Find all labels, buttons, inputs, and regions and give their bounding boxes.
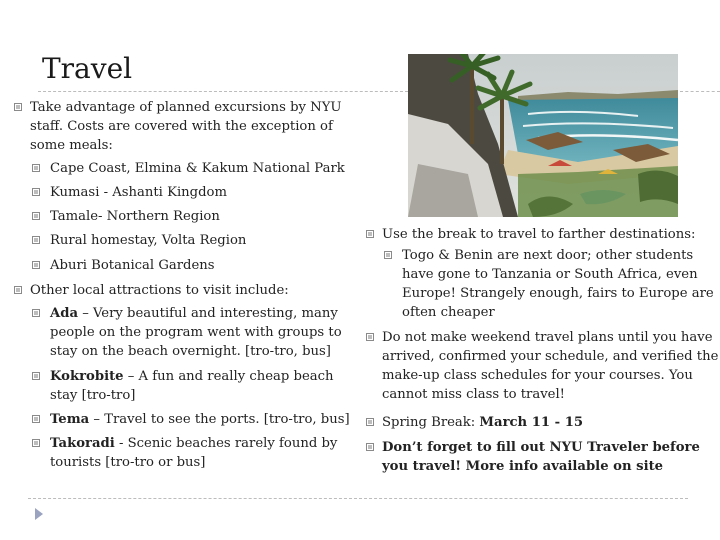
- list-item: [14, 98, 364, 155]
- bullet-icon: [32, 164, 40, 172]
- attraction-description: Travel to see the ports. [tro-tro, bus]: [104, 412, 350, 427]
- footer-divider: [28, 498, 688, 499]
- bullet-icon: [32, 309, 40, 317]
- excursion-item: Aburi Botanical Gardens: [50, 258, 215, 273]
- bullet-icon: [366, 418, 374, 426]
- excursion-item: Tamale- Northern Region: [50, 209, 220, 224]
- right-column: [366, 225, 720, 476]
- excursion-item: Rural homestay, Volta Region: [50, 233, 247, 248]
- attraction-description: A fun and really cheap beach stay [tro-tro]: [50, 369, 334, 403]
- list-item: [14, 304, 364, 361]
- bullet-icon: [32, 439, 40, 447]
- bullet-icon: [32, 415, 40, 423]
- slide-title: Travel: [42, 52, 133, 85]
- bullet-icon: [14, 286, 22, 294]
- list-item: [14, 183, 364, 202]
- list-item: [14, 410, 364, 429]
- attraction-name: Tema: [50, 412, 90, 427]
- excursions-intro: Take advantage of planned excursions by NYU staff. Costs are covered with the exception of some meals:: [30, 100, 342, 153]
- list-item: [14, 159, 364, 178]
- break-destinations-text: Togo & Benin are next door; other students have gone to Tanzania or South Africa, even Europe! Strangely enough, fairs to Europe are often cheaper: [402, 248, 714, 320]
- list-item: [14, 281, 364, 300]
- list-item: [366, 328, 720, 404]
- title-divider: [38, 91, 408, 92]
- list-item: [366, 413, 720, 432]
- attraction-description: Scenic beaches rarely found by tourists [tro-tro or bus]: [50, 436, 338, 470]
- slide-nav-icon[interactable]: [34, 506, 44, 520]
- attraction-name: Ada: [50, 306, 78, 321]
- bullet-icon: [32, 372, 40, 380]
- list-item: [366, 438, 720, 476]
- bullet-icon: [32, 236, 40, 244]
- attraction-name: Takoradi: [50, 436, 115, 451]
- bullet-icon: [366, 333, 374, 341]
- bullet-icon: [32, 261, 40, 269]
- left-column: [14, 98, 364, 472]
- attraction-separator: –: [123, 369, 139, 384]
- weekend-travel-text: Do not make weekend travel plans until you have arrived, confirmed your schedule, and verified the make-up class schedules for your courses. You cannot miss class to travel!: [382, 330, 719, 402]
- list-item: [14, 231, 364, 250]
- excursion-item: Cape Coast, Elmina & Kakum National Park: [50, 161, 345, 176]
- attraction-description: Very beautiful and interesting, many people on the program went with groups to stay on the beach overnight. [tro-tro, bus]: [50, 306, 342, 359]
- attraction-separator: -: [114, 436, 128, 451]
- list-item: [14, 256, 364, 275]
- list-item: [14, 207, 364, 226]
- spring-break-dates: March 11 - 15: [479, 415, 584, 430]
- bullet-icon: [384, 251, 392, 259]
- nyu-traveler-note: Don’t forget to fill out NYU Traveler before you travel! More info available on site: [382, 440, 700, 474]
- bullet-icon: [366, 230, 374, 238]
- title-divider-right: [680, 91, 720, 92]
- list-item: [366, 246, 720, 322]
- attraction-separator: –: [89, 412, 105, 427]
- spring-break-label: Spring Break:: [382, 415, 480, 430]
- list-item: [14, 434, 364, 472]
- bullet-icon: [14, 103, 22, 111]
- list-item: [14, 367, 364, 405]
- beach-resort-photo: [408, 54, 678, 217]
- attraction-separator: –: [78, 306, 93, 321]
- list-item: [366, 225, 720, 244]
- excursion-item: Kumasi - Ashanti Kingdom: [50, 185, 227, 200]
- bullet-icon: [366, 443, 374, 451]
- bullet-icon: [32, 188, 40, 196]
- local-attractions-heading: Other local attractions to visit include:: [30, 283, 289, 298]
- bullet-icon: [32, 212, 40, 220]
- attraction-name: Kokrobite: [50, 369, 124, 384]
- break-travel-text: Use the break to travel to farther destinations:: [382, 227, 696, 242]
